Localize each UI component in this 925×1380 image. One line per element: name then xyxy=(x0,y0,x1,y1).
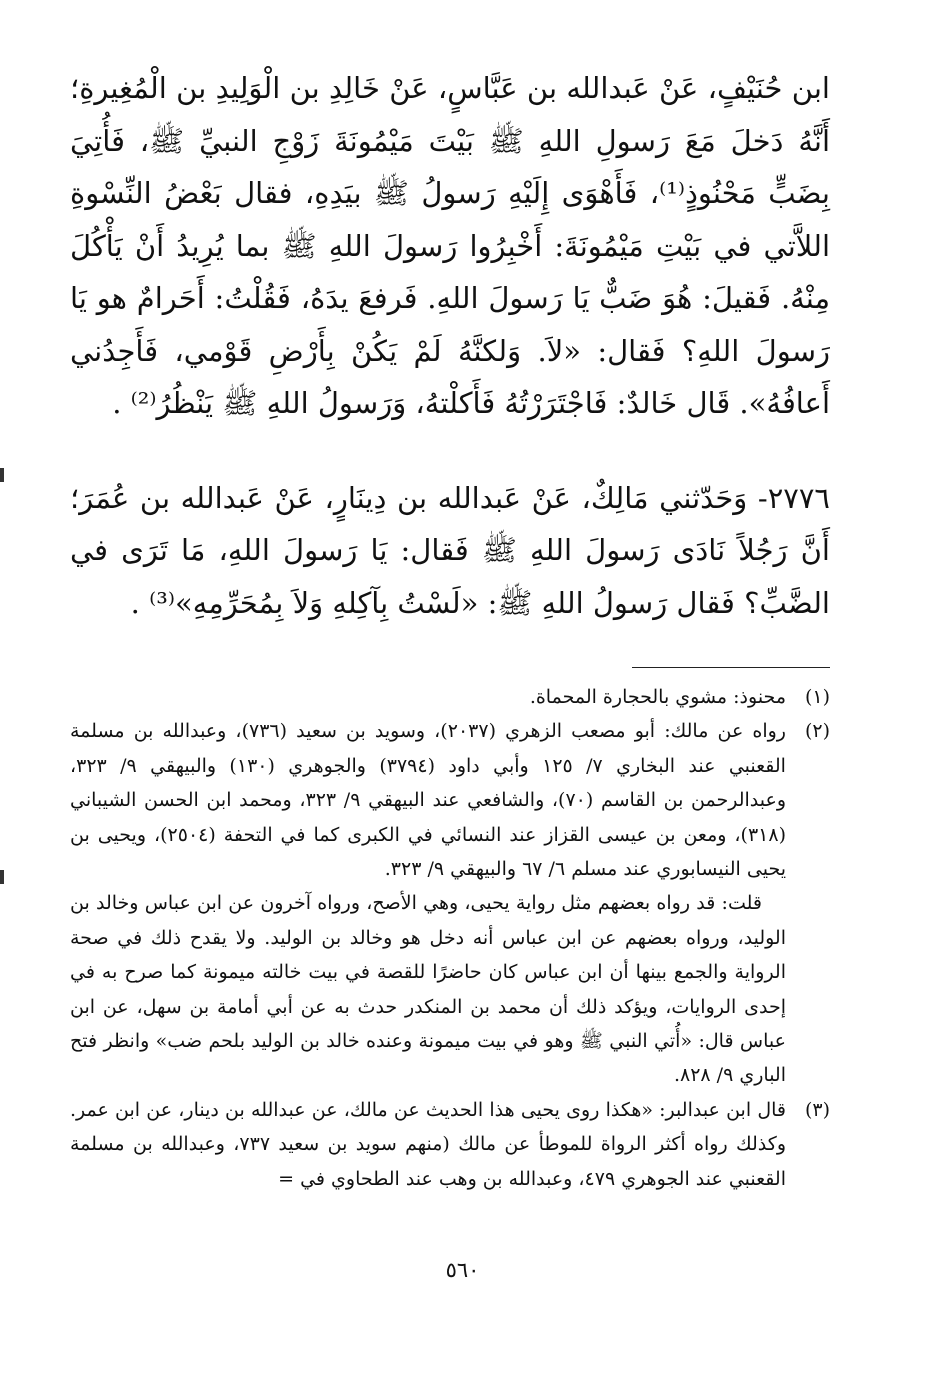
footnote xyxy=(70,714,830,1092)
footnote-separator xyxy=(632,667,830,668)
footnote-body xyxy=(70,680,786,714)
margin-mark xyxy=(0,468,4,482)
footnote-text: رواه عن مالك: أبو مصعب الزهري (٢٠٣٧)، وسويد بن سعيد (٧٣٦)، وعبدالله بن مسلمة القعنبي عند البخاري ٧/ ١٢٥ وأبي داود (٣٧٩٤) والجوهري (١٣٠) والبيهقي ٩/ ٣٢٣، وعبدالرحمن بن القاسم (٧٠)، والشافعي عند البيهقي ٩/ ٣٢٣، ومحمد ابن الحسن الشيباني (٣١٨)، ومعن بن عيسى القزاز عند النسائي في الكبرى كما في التحفة (٢٥٠٤)، ويحيى بن يحيى النيسابوري عند مسلم ٦/ ٦٧ والبيهقي ٩/ ٣٢٣. xyxy=(70,720,787,881)
footnote-body xyxy=(70,714,786,1092)
footnote xyxy=(70,1093,830,1196)
margin-mark xyxy=(0,870,4,884)
main-text xyxy=(70,62,830,629)
footnote-text: محنوذ: مشوي بالحجارة المحماة. xyxy=(529,686,786,708)
footnotes xyxy=(70,680,830,1196)
footnote-text: قال ابن عبدالبر: «هكذا روى يحيى هذا الحديث عن مالك، عن عبدالله بن دينار، عن ابن عمر. وكذلك رواه أكثر الرواة للموطأ عن مالك (منهم سويد بن سعيد ٧٣٧، وعبدالله بن مسلمة القعنبي عند الجوهري ٤٧٩، وعبدالله بن وهب عند الطحاوي في = xyxy=(70,1098,787,1190)
hadith-paragraph: ابن حُنَيْفٍ، عَنْ عَبدالله بن عَبَّاسٍ، عَنْ خَالِدِ بن الْوَلِيدِ بن الْمُغِيرةِ؛ أَنَّهُ دَخلَ مَعَ رَسولِ اللهِ ﷺ بَيْتَ مَيْمُونَةَ زَوْجِ النبيِّ ﷺ، فَأُتِيَ بِضَبٍّ مَحْنُوذٍ⁽¹⁾، فَأَهْوَى إِلَيْهِ رَسولُ ﷺ بيَدِهِ، فقال بَعْضُ النِّسْوةِ اللاَّتي في بَيْتِ مَيْمُونَةَ: أَخْبِرُوا رَسولَ اللهِ ﷺ بما يُرِيدُ أَنْ يَأْكُلَ مِنْهُ. فَقيلَ: هُوَ ضَبٌّ يَا رَسولَ اللهِ. فَرفعَ يدَهُ، فَقُلْتُ: أَحَرامٌ هو يَا رَسولَ اللهِ؟ فَقال: «لاَ. وَلكنَّهُ لَمْ يَكُنْ بِأَرْضِ قَوْمي، فَأَجِدُني أَعافُهُ». قَال خَالدٌ: فَاجْتَرَرْتُهُ فَأَكلْتهُ، وَرَسولُ اللهِ ﷺ يَنْظُرُ⁽²⁾ . xyxy=(70,71,831,420)
hadith-paragraph: ٢٧٧٦- وَحَدّثني مَالِكٌ، عَنْ عَبدالله بن دِينَارٍ، عَنْ عَبدالله بن عُمَرَ؛ أَنَّ رَجُلاً نَادَى رَسولَ اللهِ ﷺ فَقال: يَا رَسولَ اللهِ، مَا تَرَى في الضَّبِّ؟ فَقال رَسولُ اللهِ ﷺ: «لَسْتُ بِآكِلهِ وَلاَ بِمُحَرِّمِهِ»⁽³⁾ . xyxy=(70,480,830,620)
page-content xyxy=(70,62,830,1196)
footnote-body xyxy=(70,1093,786,1196)
footnote-number: (١) xyxy=(804,686,830,708)
page-number: ٥٦٠ xyxy=(445,1258,480,1282)
footnote-text: قلت: قد رواه بعضهم مثل رواية يحيى، وهي الأصح، ورواه آخرون عن ابن عباس وخالد بن الوليد، ورواه بعضهم عن ابن عباس أنه دخل هو وخالد بن الوليد. ولا يقدح ذلك في صحة الرواية والجمع بينها أن ابن عباس كان حاضرًا للقصة في بيت خالته ميمونة كما صرح به في إحدى الروايات، ويؤكد ذلك أن محمد بن المنكدر حدث به عن أبي أمامة بن سهل، عن ابن عباس قال: «أُتي النبي ﷺ وهو في بيت ميمونة وعنده خالد بن الوليد بلحم ضب» وانظر فتح الباري ٩/ ٨٢٨. xyxy=(70,892,786,1087)
footnote xyxy=(70,680,830,714)
footnote-number: (٢) xyxy=(804,720,830,743)
footnote-number: (٣) xyxy=(804,1098,830,1121)
